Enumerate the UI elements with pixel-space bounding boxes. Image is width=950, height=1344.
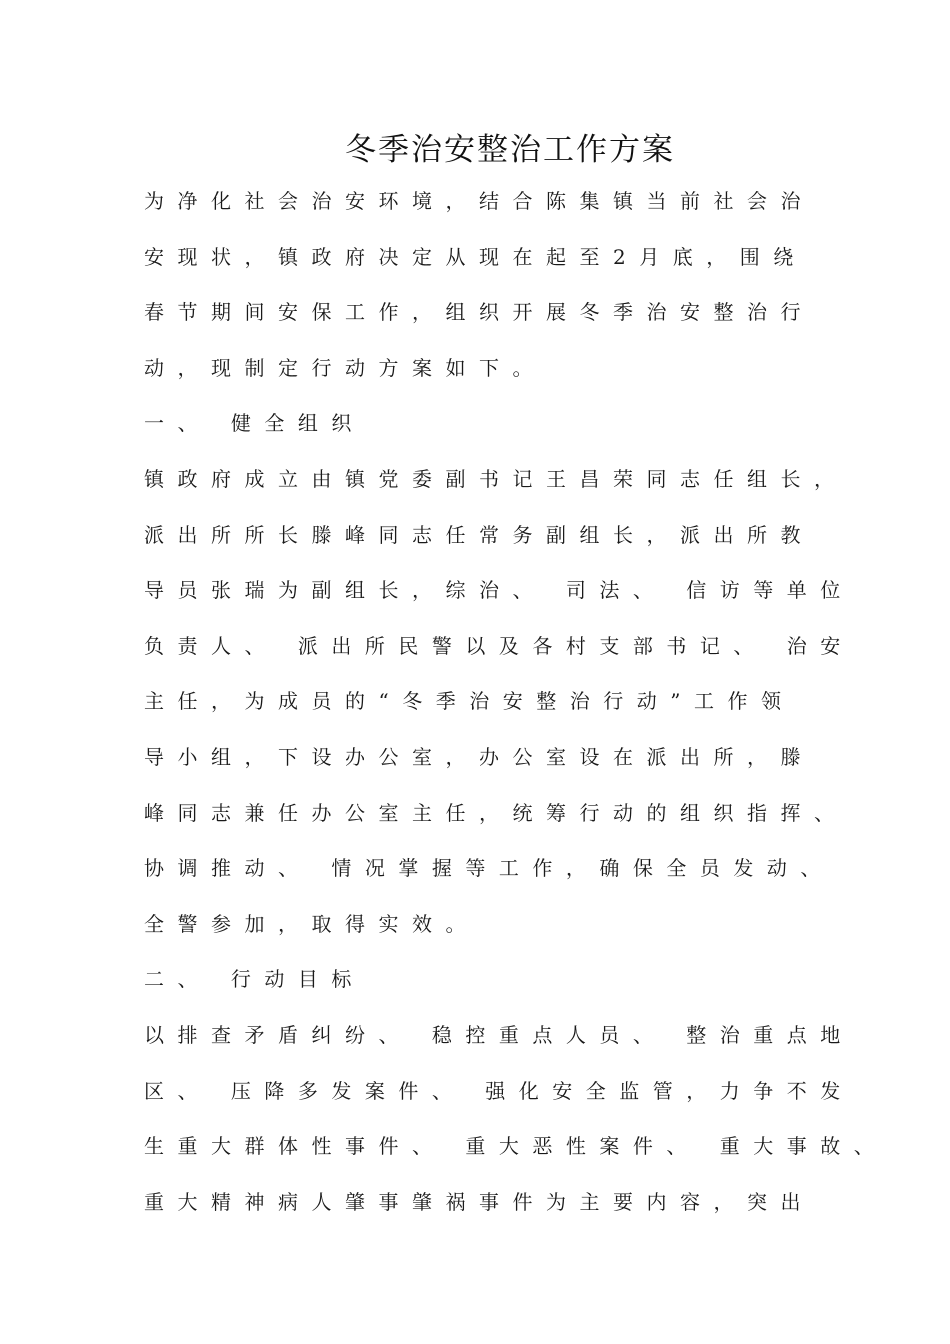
body-line: 区、 压降多发案件、 强化安全监管，力争不发 — [144, 1078, 854, 1103]
document-title: 冬季治安整治工作方案 — [345, 132, 675, 168]
document-body — [144, 184, 888, 1240]
section-heading: 二、 行动目标 — [144, 967, 365, 992]
body-line: 导员张瑞为副组长，综治、 司法、 信访等单位 — [144, 578, 854, 603]
body-line: 以排查矛盾纠纷、 稳控重点人员、 整治重点地 — [144, 1022, 854, 1047]
body-line: 为净化社会治安环境，结合陈集镇当前社会治 — [144, 189, 814, 213]
body-line: 全警参加，取得实效。 — [144, 911, 479, 936]
body-line: 动，现制定行动方案如下。 — [144, 355, 546, 380]
body-line: 重大精神病人肇事肇祸事件为主要内容，突出 — [144, 1189, 814, 1214]
body-line: 导小组，下设办公室，办公室设在派出所，滕 — [144, 744, 814, 769]
body-line: 协调推动、 情况掌握等工作，确保全员发动、 — [144, 856, 834, 881]
body-line: 峰同志兼任办公室主任，统筹行动的组织指挥、 — [144, 800, 848, 825]
body-line: 主任，为成员的“冬季治安整治行动”工作领 — [144, 689, 795, 714]
body-line: 负责人、 派出所民警以及各村支部书记、 治安 — [144, 633, 854, 658]
body-line: 镇政府成立由镇党委副书记王昌荣同志任组长， — [144, 466, 848, 491]
section-heading: 一、 健全组织 — [144, 411, 365, 436]
body-line: 安现状，镇政府决定从现在起至2月底，围绕 — [144, 244, 807, 269]
body-line: 生重大群体性事件、 重大恶性案件、 重大事故、 — [144, 1134, 888, 1159]
body-line: 春节期间安保工作，组织开展冬季治安整治行 — [144, 300, 814, 325]
body-line: 派出所所长滕峰同志任常务副组长，派出所教 — [144, 522, 814, 547]
